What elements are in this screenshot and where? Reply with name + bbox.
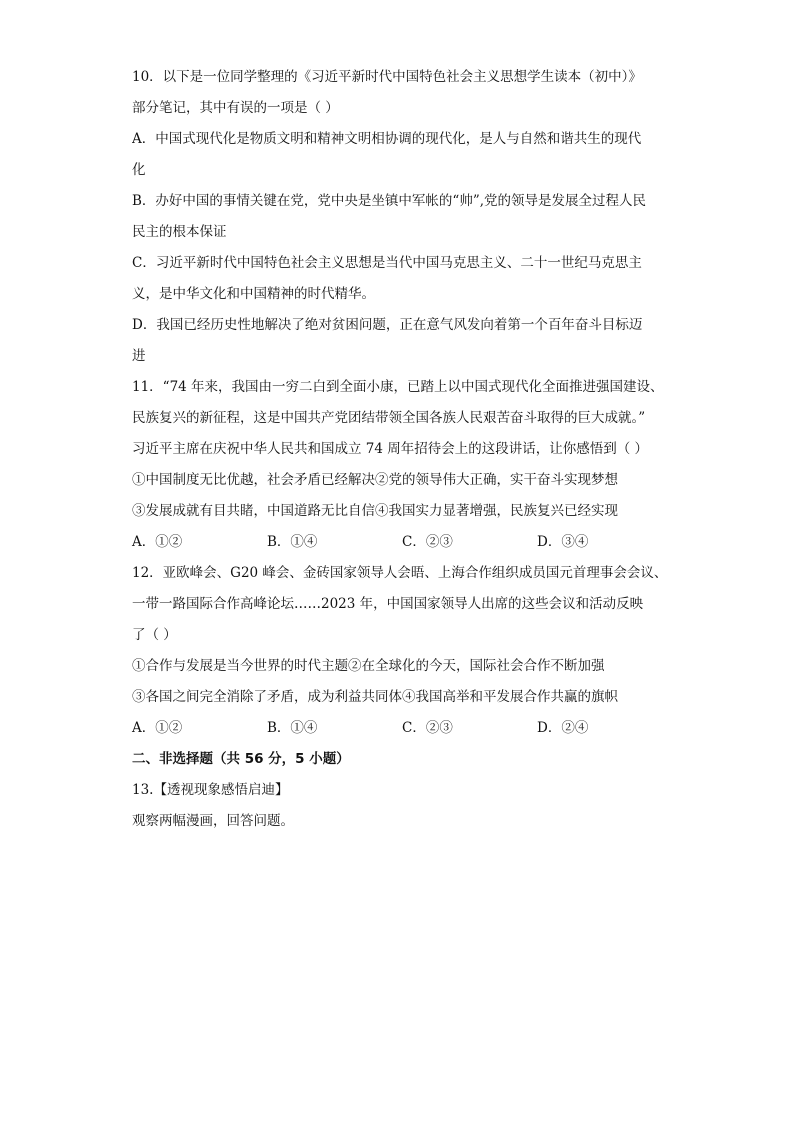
question-11-options: [132, 527, 672, 558]
question-12-stem-line-3: 了（ ）: [132, 627, 177, 643]
exam-content: [132, 62, 672, 837]
question-11-stem-line-3: 习近平主席在庆祝中华人民共和国成立 74 周年招待会上的这段讲话，让你感悟到（ ）: [132, 441, 649, 457]
question-11-option-d: D．③④: [537, 534, 589, 550]
question-10-option-c-line-1: C．习近平新时代中国特色社会主义思想是当代中国马克思主义、二十一世纪马克思主: [132, 255, 642, 271]
question-11-stem-line-2: 民族复兴的新征程，这是中国共产党团结带领全国各族人民艰苦奋斗取得的巨大成就。”: [132, 410, 646, 426]
question-12-option-c: C．②③: [402, 720, 453, 736]
question-11-stem-line-1: 11．“74 年来，我国由一穷二白到全面小康，已踏上以中国式现代化全面推进强国建设、: [132, 379, 664, 395]
question-11-option-c: C．②③: [402, 534, 453, 550]
question-13-instruction: 观察两幅漫画，回答问题。: [132, 813, 294, 829]
question-12-stem-line-1: 12．亚欧峰会、G20 峰会、金砖国家领导人会晤、上海合作组织成员国元首理事会会议、: [132, 565, 668, 581]
question-13-title: 13.【透视现象感悟启迪】: [132, 782, 289, 798]
question-10-stem-line-2: 部分笔记，其中有误的一项是（ ）: [132, 100, 339, 116]
section-2-title: 二、非选择题（共 56 分，5 小题）: [132, 751, 350, 767]
question-12-option-a: A．①②: [132, 720, 183, 736]
question-10-option-b-line-2: 民主的根本保证: [132, 224, 227, 240]
question-11-option-a: A．①②: [132, 534, 183, 550]
question-10-option-a-line-1: A．中国式现代化是物质文明和精神文明相协调的现代化，是人与自然和谐共生的现代: [132, 131, 642, 147]
question-13: [132, 775, 672, 837]
question-11-statements-line-2: ③发展成就有目共睹，中国道路无比自信④我国实力显著增强，民族复兴已经实现: [132, 503, 618, 519]
question-10-option-c-line-2: 义，是中华文化和中国精神的时代精华。: [132, 286, 375, 302]
question-12-statements-line-2: ③各国之间完全消除了矛盾，成为利益共同体④我国高举和平发展合作共赢的旗帜: [132, 689, 618, 705]
question-12-option-b: B．①④: [267, 720, 318, 736]
question-11-option-b: B．①④: [267, 534, 318, 550]
question-10-stem-line-1: 10．以下是一位同学整理的《习近平新时代中国特色社会主义思想学生读本（初中）》: [132, 69, 642, 85]
question-10-option-d-line-2: 进: [132, 348, 146, 364]
question-12-options: [132, 713, 672, 744]
question-10: [132, 62, 672, 372]
question-11: [132, 372, 672, 558]
question-12-option-d: D．②④: [537, 720, 589, 736]
question-12: [132, 558, 672, 744]
question-10-option-a-line-2: 化: [132, 162, 146, 178]
question-11-statements-line-1: ①中国制度无比优越，社会矛盾已经解决②党的领导伟大正确，实干奋斗实现梦想: [132, 472, 618, 488]
question-12-stem-line-2: 一带一路国际合作高峰论坛……2023 年，中国国家领导人出席的这些会议和活动反映: [132, 596, 644, 612]
question-12-statements-line-1: ①合作与发展是当今世界的时代主题②在全球化的今天，国际社会合作不断加强: [132, 658, 605, 674]
question-10-option-d-line-1: D．我国已经历史性地解决了绝对贫困问题，正在意气风发向着第一个百年奋斗目标迈: [132, 317, 643, 333]
question-10-option-b-line-1: B．办好中国的事情关键在党，党中央是坐镇中军帐的“帅”,党的领导是发展全过程人民: [132, 193, 647, 209]
